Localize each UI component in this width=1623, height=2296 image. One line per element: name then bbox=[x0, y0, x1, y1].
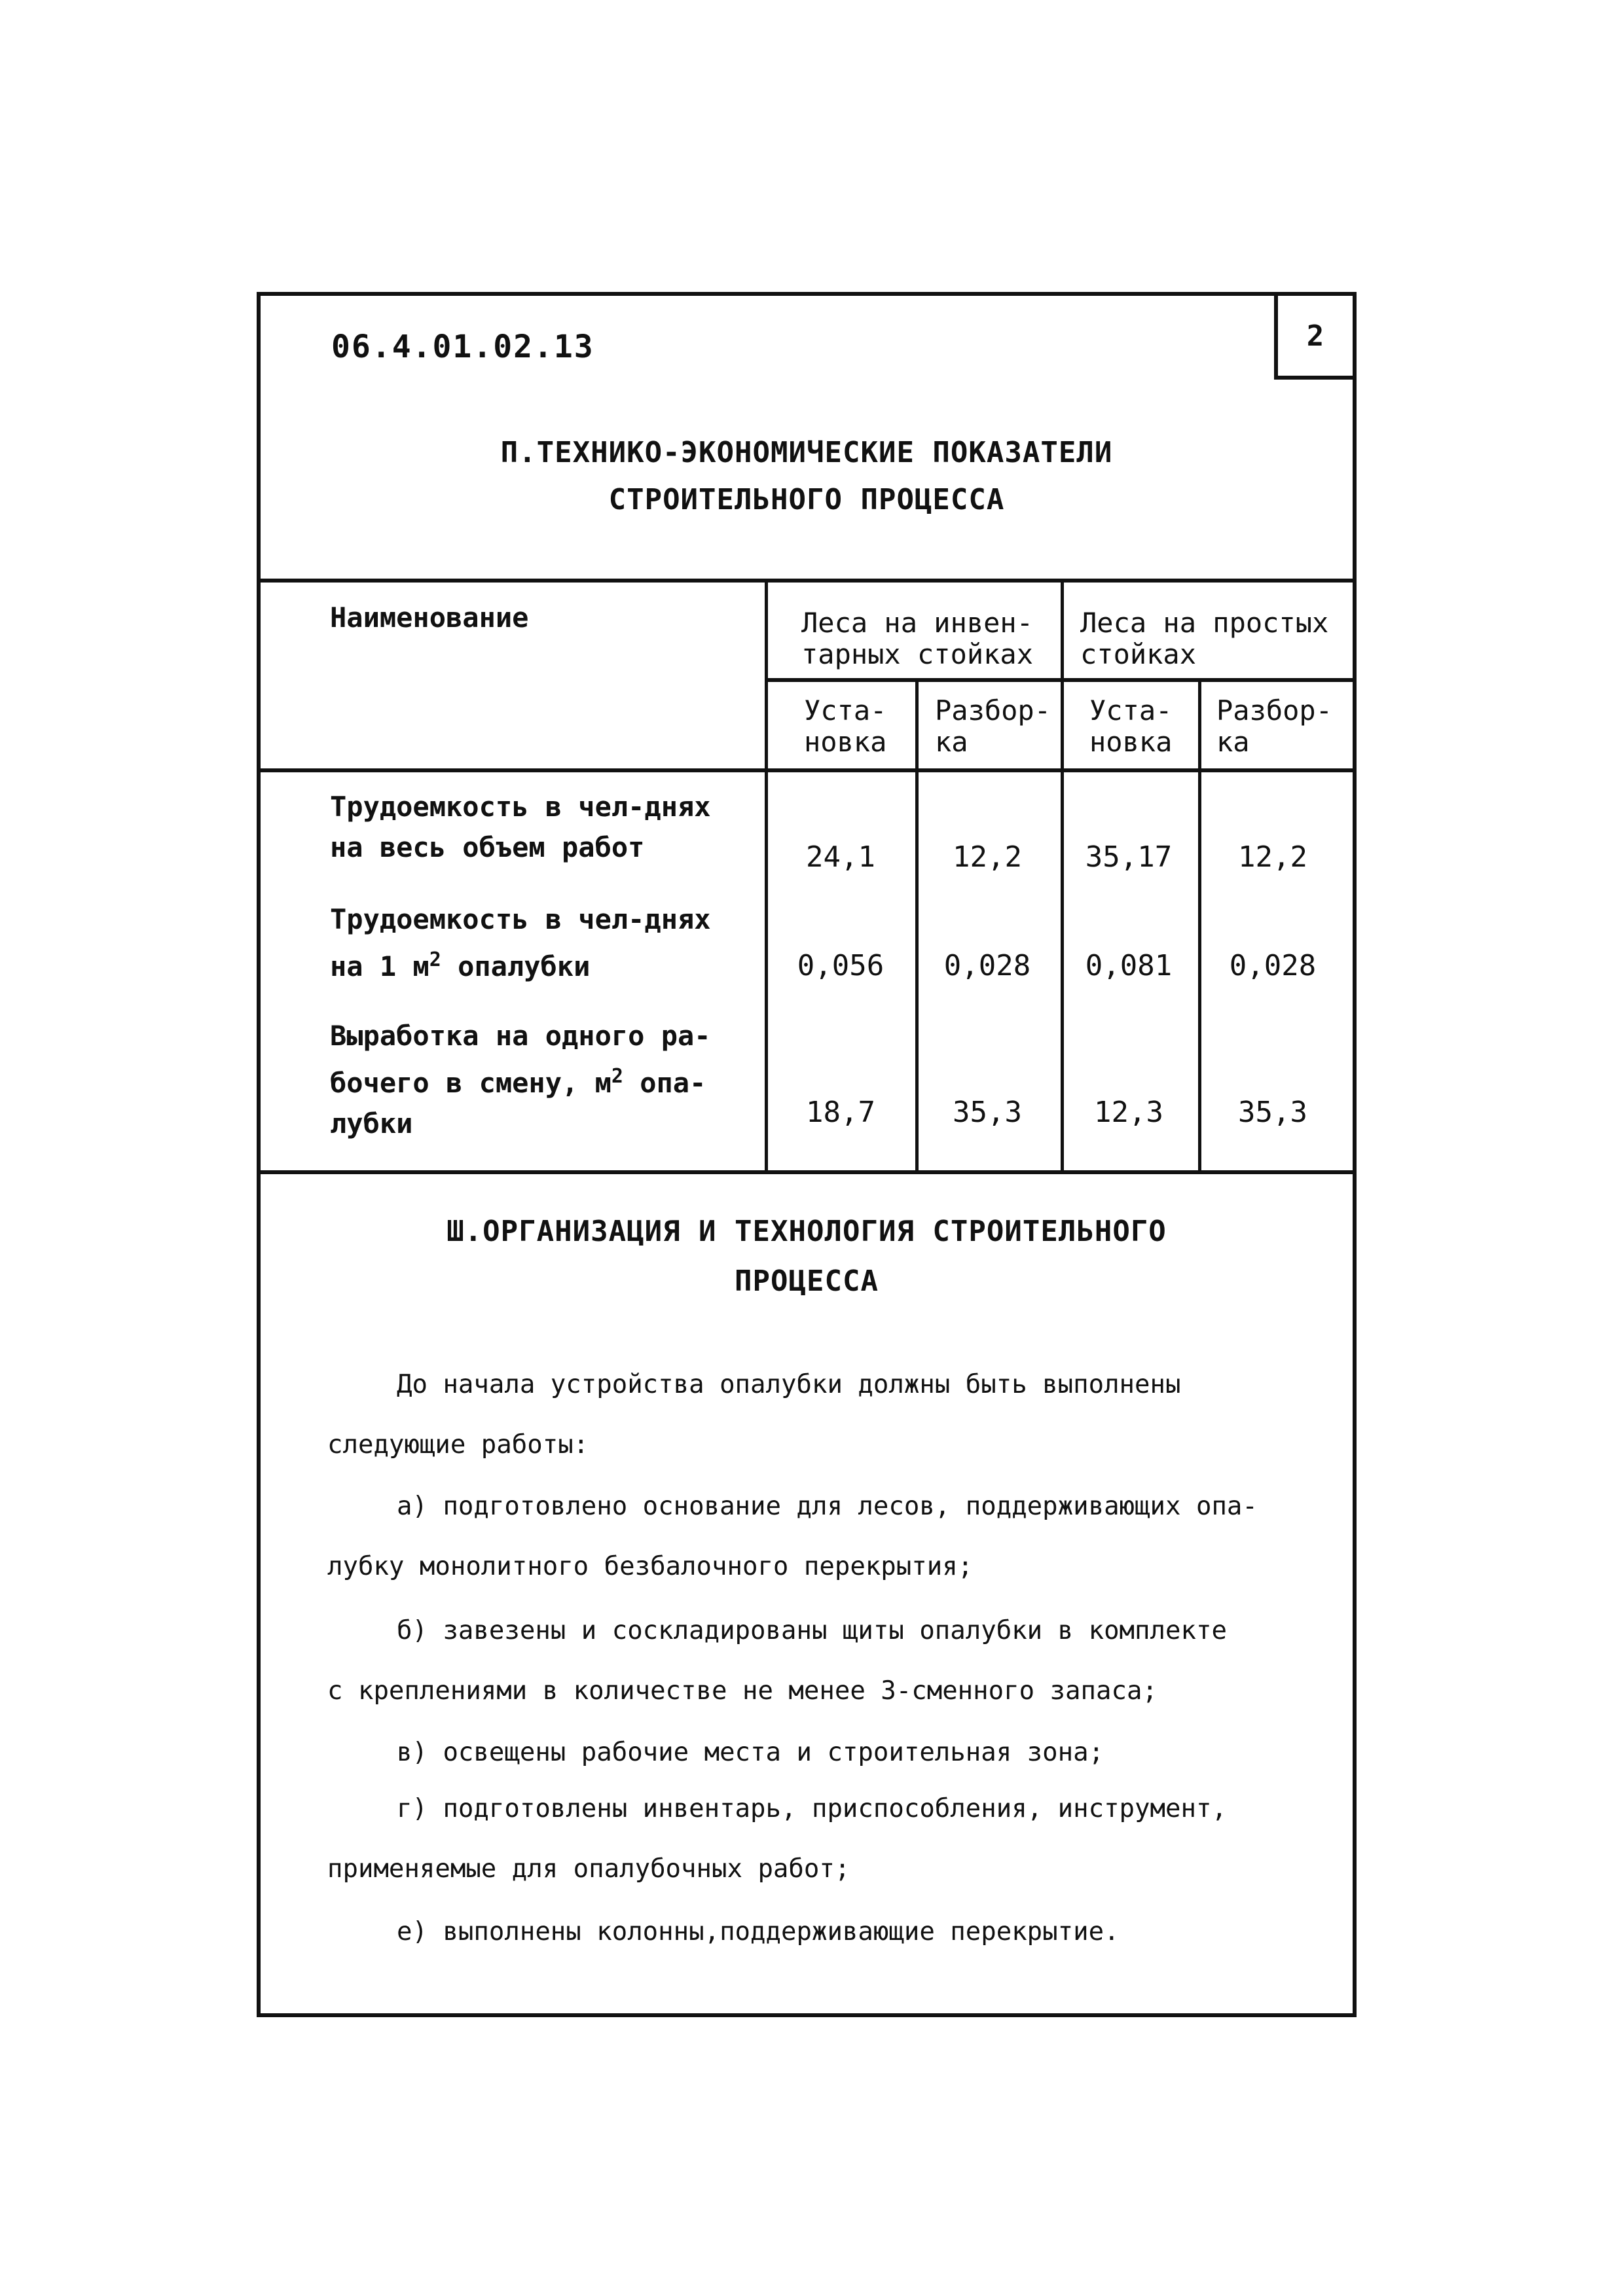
paragraph-line: с креплениями в количестве не менее 3-сменного запаса; bbox=[327, 1676, 1158, 1706]
table-cell: 24,1 bbox=[806, 840, 875, 874]
subheader-dismantle-2 bbox=[1216, 695, 1332, 758]
subheader-line: ка bbox=[1216, 726, 1250, 758]
list-item-b bbox=[327, 1601, 1296, 1721]
table-cell: 35,3 bbox=[1238, 1096, 1307, 1129]
document-frame bbox=[257, 292, 1357, 2017]
paragraph-line: г) подготовлены инвентарь, приспособления, инструмент, bbox=[397, 1794, 1227, 1823]
subheader-line: новка bbox=[1089, 726, 1173, 758]
table-header-bottom-border bbox=[261, 768, 1353, 772]
subheader-line: Разбор- bbox=[1216, 694, 1333, 726]
subheader-line: ка bbox=[935, 726, 968, 758]
row-label-line: на весь объем работ bbox=[330, 831, 645, 863]
superscript: 2 bbox=[429, 948, 441, 971]
row-label-fragment: на 1 м bbox=[330, 950, 429, 982]
row-label-labor-per-m2 bbox=[330, 899, 711, 987]
table-cell: 12,2 bbox=[953, 840, 1022, 874]
table-cell: 0,056 bbox=[797, 949, 884, 982]
table-cell: 35,17 bbox=[1085, 840, 1173, 874]
section-3-title-line-1: Ш.ОРГАНИЗАЦИЯ И ТЕХНОЛОГИЯ СТРОИТЕЛЬНОГО bbox=[447, 1215, 1167, 1248]
row-label-line: Трудоемкость в чел-днях bbox=[330, 903, 711, 935]
group-header-line: стойках bbox=[1080, 638, 1197, 670]
page-number: 2 bbox=[1306, 319, 1324, 353]
paragraph-line: б) завезены и соскладированы щиты опалубки в комплекте bbox=[397, 1616, 1227, 1645]
list-item-g bbox=[327, 1779, 1296, 1899]
table-bottom-border bbox=[261, 1170, 1353, 1174]
paragraph-line: До начала устройства опалубки должны быть выполнены bbox=[397, 1370, 1181, 1399]
group-header-line: Леса на инвен- bbox=[801, 607, 1034, 639]
row-label-output-per-worker bbox=[330, 1016, 711, 1144]
row-label-fragment: бочего в смену, м bbox=[330, 1067, 611, 1099]
section-3-title bbox=[261, 1208, 1353, 1305]
subheader-install-1 bbox=[804, 695, 886, 758]
table-cell: 0,028 bbox=[1229, 949, 1317, 982]
list-item-v bbox=[327, 1723, 1296, 1783]
paragraph-line: е) выполнены колонны,поддерживающие перекрытие. bbox=[397, 1917, 1120, 1946]
section-2-title-line-1: П.ТЕХНИКО-ЭКОНОМИЧЕСКИЕ ПОКАЗАТЕЛИ bbox=[500, 436, 1113, 469]
indicators-table bbox=[261, 579, 1353, 1175]
table-cell: 35,3 bbox=[953, 1096, 1022, 1129]
table-cell: 12,2 bbox=[1238, 840, 1307, 874]
section-2-title bbox=[261, 429, 1353, 524]
group-header-line: Леса на простых bbox=[1080, 607, 1329, 639]
list-item-e bbox=[327, 1902, 1296, 1962]
group-header-line: тарных стойках bbox=[801, 638, 1034, 670]
row-label-line: Выработка на одного ра- bbox=[330, 1020, 711, 1052]
subheader-line: новка bbox=[804, 726, 887, 758]
table-column-divider bbox=[765, 579, 768, 1174]
row-label-labor-total bbox=[330, 787, 711, 868]
table-cell: 18,7 bbox=[806, 1096, 875, 1129]
row-label-fragment: опалубки bbox=[458, 950, 591, 982]
table-cell: 0,081 bbox=[1085, 949, 1173, 982]
paragraph-line: лубку монолитного безбалочного перекрытия; bbox=[327, 1552, 974, 1581]
row-label-fragment: опа- bbox=[623, 1067, 706, 1099]
table-subheader-divider bbox=[765, 678, 1353, 682]
paragraph-line: следующие работы: bbox=[327, 1430, 589, 1460]
superscript: 2 bbox=[611, 1065, 623, 1088]
table-top-border bbox=[261, 579, 1353, 583]
section-2-title-line-2: СТРОИТЕЛЬНОГО ПРОЦЕССА bbox=[608, 483, 1005, 516]
paragraph-line: в) освещены рабочие места и строительная зона; bbox=[397, 1738, 1104, 1767]
table-column-divider bbox=[915, 678, 919, 1174]
list-item-a bbox=[327, 1477, 1296, 1597]
subheader-line: Уста- bbox=[1089, 694, 1173, 726]
group-header-simple-scaffold bbox=[1080, 607, 1328, 670]
subheader-install-2 bbox=[1089, 695, 1172, 758]
table-column-divider bbox=[1061, 579, 1064, 1174]
document-code: 06.4.01.02.13 bbox=[331, 329, 594, 365]
paragraph-line: применяемые для опалубочных работ; bbox=[327, 1854, 850, 1884]
subheader-line: Разбор- bbox=[935, 694, 1051, 726]
name-column-header: Наименование bbox=[330, 601, 529, 634]
subheader-line: Уста- bbox=[804, 694, 887, 726]
table-cell: 12,3 bbox=[1094, 1096, 1163, 1129]
row-label-line: Трудоемкость в чел-днях bbox=[330, 791, 711, 823]
section-3-title-line-2: ПРОЦЕССА bbox=[735, 1265, 879, 1298]
paragraph-line: а) подготовлено основание для лесов, поддерживающих опа- bbox=[397, 1492, 1258, 1521]
group-header-inventory-scaffold bbox=[801, 607, 1033, 670]
table-cell: 0,028 bbox=[943, 949, 1031, 982]
subheader-dismantle-1 bbox=[935, 695, 1051, 758]
table-column-divider bbox=[1198, 678, 1201, 1174]
row-label-line bbox=[330, 940, 711, 987]
row-label-line: лубки bbox=[330, 1107, 413, 1139]
intro-paragraph bbox=[327, 1355, 1296, 1475]
row-label-line bbox=[330, 1056, 711, 1103]
page-number-box bbox=[1274, 292, 1357, 380]
